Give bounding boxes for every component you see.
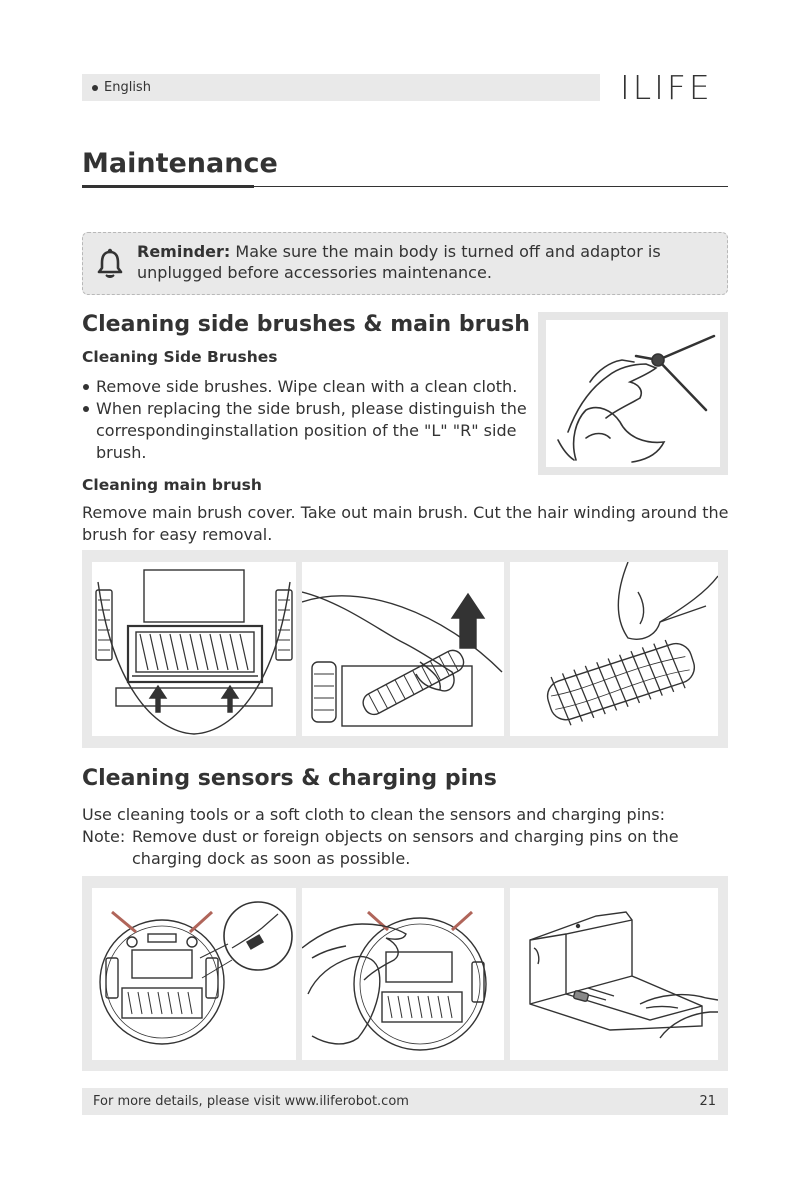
section-title-sensors: Cleaning sensors & charging pins	[82, 766, 497, 791]
page-number: 21	[699, 1094, 716, 1109]
side-brush-bullets	[82, 376, 542, 464]
title-underline	[82, 185, 254, 188]
hair-cutting-illustration	[510, 562, 718, 736]
reminder-text	[137, 241, 722, 283]
main-brush-text: Remove main brush cover. Take out main brush. Cut the hair winding around the brush for easy removal.	[82, 503, 729, 544]
reminder-body: Make sure the main body is turned off and adaptor is unplugged before accessories maintenance.	[137, 242, 661, 282]
note-text: Remove dust or foreign objects on sensors and charging pins on the charging dock as soon as possible.	[132, 827, 679, 868]
side-brush-illustration	[538, 312, 728, 475]
title-divider	[254, 186, 728, 187]
note-text-wrap	[82, 826, 702, 870]
list-item: When replacing the side brush, please distinguish the correspondinginstallation position of the "L" "R" side brush.	[82, 398, 542, 464]
footer-bar	[82, 1088, 728, 1115]
sensors-image-panel	[82, 876, 728, 1071]
language-bar	[82, 74, 600, 101]
bell-icon	[97, 247, 123, 279]
main-brush-image-panel	[82, 550, 728, 748]
sensors-instruction: Use cleaning tools or a soft cloth to clean the sensors and charging pins:	[82, 805, 665, 824]
sensor-wiping-illustration	[302, 888, 504, 1060]
footer-text: For more details, please visit www.iliferobot.com	[93, 1094, 409, 1109]
brush-cover-illustration	[92, 562, 296, 736]
section-title-brushes: Cleaning side brushes & main brush	[82, 312, 530, 337]
reminder-box	[82, 232, 728, 295]
brand-logo: ILIFE	[620, 68, 713, 107]
charging-dock-illustration	[510, 888, 718, 1060]
page-title: Maintenance	[82, 148, 278, 179]
subheading-side-brushes: Cleaning Side Brushes	[82, 348, 278, 366]
bullet-dot	[92, 85, 98, 91]
reminder-label: Reminder:	[137, 242, 231, 261]
subheading-main-brush: Cleaning main brush	[82, 476, 262, 494]
language-label: English	[104, 80, 151, 95]
robot-bottom-illustration	[92, 888, 296, 1060]
note-label: Note:	[82, 827, 126, 846]
list-item: Remove side brushes. Wipe clean with a clean cloth.	[82, 376, 542, 398]
brush-removal-illustration	[302, 562, 504, 736]
